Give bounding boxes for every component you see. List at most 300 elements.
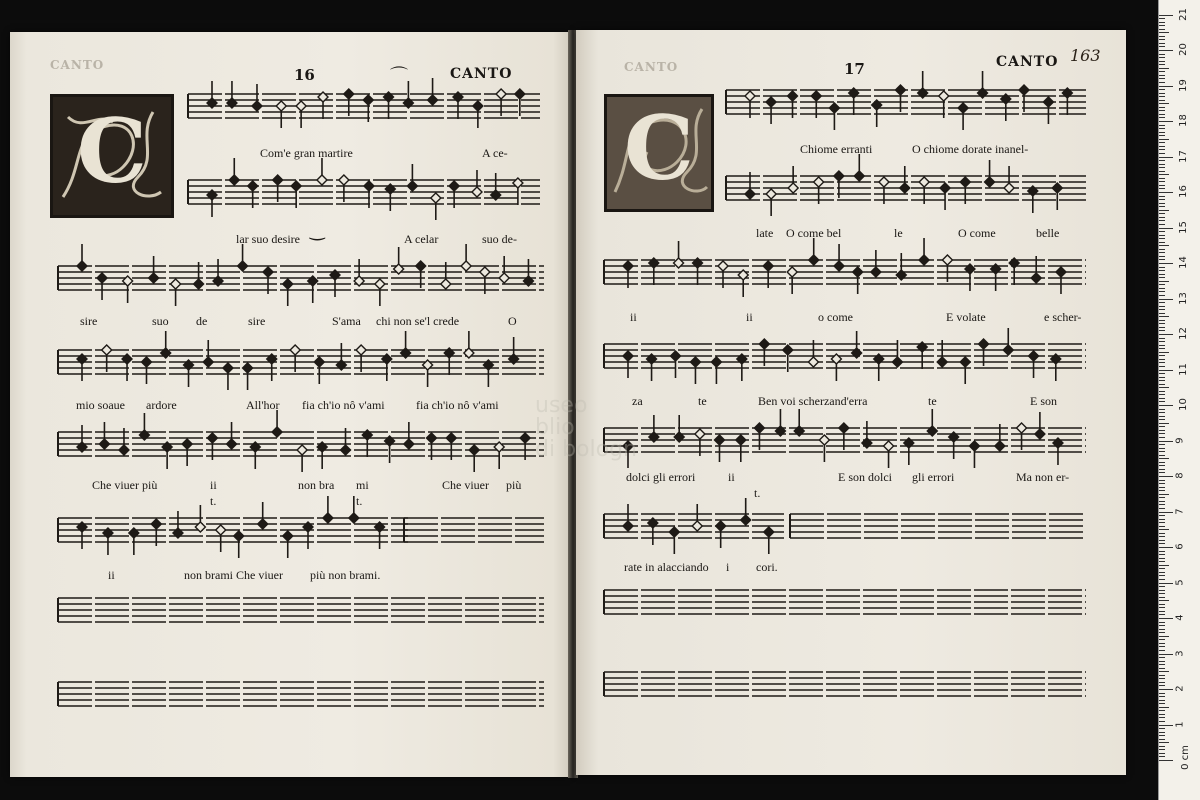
- lyric: chi non se'l crede: [376, 314, 460, 328]
- lyric: ii: [210, 478, 217, 492]
- ruler-tick: [1159, 536, 1165, 537]
- ruler-tick: [1159, 366, 1165, 367]
- lyric: suo de-: [482, 232, 517, 246]
- ruler-tick: [1159, 639, 1165, 640]
- ruler-tick: [1159, 405, 1173, 406]
- ruler-tick: [1159, 320, 1165, 321]
- ruler-tick: [1159, 540, 1165, 541]
- ruler-tick: [1159, 359, 1165, 360]
- ruler-tick: [1159, 575, 1165, 576]
- ruler-tick: [1159, 281, 1169, 282]
- ruler-tick: [1159, 295, 1165, 296]
- ruler-tick: [1159, 604, 1165, 605]
- ruler-tick: [1159, 401, 1165, 402]
- ruler-tick: [1159, 306, 1165, 307]
- ruler-tick: [1159, 377, 1165, 378]
- ruler-tick: [1159, 128, 1165, 129]
- lyric: ii: [728, 470, 735, 484]
- lyric: E volate: [946, 310, 986, 324]
- ruler-tick: [1159, 682, 1165, 683]
- ruler-tick: [1159, 526, 1165, 527]
- lyric: ii: [746, 310, 753, 324]
- ruler-tick: [1159, 448, 1165, 449]
- ruler-tick: [1159, 519, 1165, 520]
- ruler-tick: [1159, 110, 1165, 111]
- ruler-tick: [1159, 302, 1165, 303]
- ruler-tick: [1159, 242, 1165, 243]
- ruler-tick: [1159, 362, 1165, 363]
- lyric: Ma non er-: [1016, 470, 1070, 484]
- ruler-number: 10: [1177, 398, 1189, 411]
- ruler-tick: [1159, 199, 1165, 200]
- left-page: [10, 32, 570, 777]
- ruler-tick: [1159, 235, 1165, 236]
- ruler-tick: [1159, 746, 1165, 747]
- lyric: Che viuer più: [92, 478, 158, 492]
- ruler-tick: [1159, 490, 1165, 491]
- ruler-tick: [1159, 760, 1173, 761]
- lyric: ii: [630, 310, 637, 324]
- ruler-tick: [1159, 96, 1165, 97]
- lyric: non brami Che viuer: [184, 568, 283, 582]
- ruler-number: 8: [1174, 472, 1186, 479]
- lyric: te: [698, 394, 707, 408]
- ruler-tick: [1159, 583, 1173, 584]
- ruler-tick: [1159, 330, 1165, 331]
- tie-icon: ‿: [310, 220, 325, 241]
- ruler-tick: [1159, 380, 1165, 381]
- lyric: mio soaue: [76, 398, 125, 412]
- ruler-tick: [1159, 426, 1165, 427]
- ruler-tick: [1159, 551, 1165, 552]
- ruler-number: 12: [1177, 327, 1189, 340]
- lyric: E son: [1030, 394, 1057, 408]
- ruler-number: 14: [1177, 256, 1189, 269]
- ruler-tick: [1159, 224, 1165, 225]
- tacet-mark: t.: [210, 494, 217, 508]
- lyric: All'hor: [246, 398, 280, 412]
- ruler-tick: [1159, 18, 1165, 19]
- lyric: non bra: [298, 478, 335, 492]
- ruler-tick: [1159, 93, 1165, 94]
- ruler-tick: [1159, 89, 1165, 90]
- ruler-tick: [1159, 50, 1173, 51]
- ruler-tick: [1159, 387, 1169, 388]
- ruler-tick: [1159, 299, 1173, 300]
- ruler-tick: [1159, 256, 1165, 257]
- ruler-tick: [1159, 174, 1169, 175]
- ruler-tick: [1159, 565, 1169, 566]
- lyric: i: [726, 560, 730, 574]
- ruler-number: 4: [1174, 614, 1186, 621]
- ruler-tick: [1159, 508, 1165, 509]
- lyric: ardore: [146, 398, 177, 412]
- ruler-tick: [1159, 412, 1165, 413]
- ruler-tick: [1159, 661, 1165, 662]
- ruler-number: 16: [1177, 185, 1189, 198]
- lyric: fia ch'io nô v'ami: [302, 398, 385, 412]
- ruler-tick: [1159, 288, 1165, 289]
- ruler-tick: [1159, 132, 1165, 133]
- ruler-tick: [1159, 309, 1165, 310]
- ruler-tick: [1159, 139, 1169, 140]
- ruler-tick: [1159, 469, 1165, 470]
- ruler-tick: [1159, 391, 1165, 392]
- lyric: e scher-: [1044, 310, 1082, 324]
- lyric: A celar: [404, 232, 439, 246]
- ruler-tick: [1159, 22, 1165, 23]
- ruler-tick: [1159, 142, 1165, 143]
- ruler-number: 9: [1174, 436, 1186, 444]
- handwritten-folio: 163: [1070, 46, 1101, 65]
- ruler-tick: [1159, 267, 1165, 268]
- ruler-tick: [1159, 370, 1173, 371]
- ruler-tick: [1159, 291, 1165, 292]
- ruler-tick: [1159, 185, 1165, 186]
- ruler-tick: [1159, 270, 1165, 271]
- ruler-tick: [1159, 68, 1169, 69]
- ruler-tick: [1159, 646, 1165, 647]
- ruler-tick: [1159, 259, 1165, 260]
- ruler-number: 18: [1177, 114, 1189, 127]
- ruler-tick: [1159, 284, 1165, 285]
- ruler-tick: [1159, 46, 1165, 47]
- right-folio: 17: [844, 60, 865, 78]
- ruler-tick: [1159, 753, 1165, 754]
- ruler-tick: [1159, 419, 1165, 420]
- ruler-number: 5: [1174, 578, 1186, 586]
- ruler-tick: [1159, 178, 1165, 179]
- ruler-tick: [1159, 472, 1165, 473]
- ruler-tick: [1159, 249, 1165, 250]
- ruler-tick: [1159, 86, 1173, 87]
- left-ghost-header: CANTO: [50, 58, 105, 72]
- ruler-tick: [1159, 561, 1165, 562]
- ruler-tick: [1159, 657, 1165, 658]
- lyric: lar suo desire: [236, 232, 300, 246]
- ruler-tick: [1159, 480, 1165, 481]
- ruler-tick: [1159, 82, 1165, 83]
- lyric: belle: [1036, 226, 1060, 240]
- ruler-tick: [1159, 43, 1165, 44]
- ruler-tick: [1159, 341, 1165, 342]
- ruler-tick: [1159, 352, 1169, 353]
- ruler-tick: [1159, 36, 1165, 37]
- ruler-tick: [1159, 433, 1165, 434]
- ruler-tick: [1159, 756, 1165, 757]
- ruler-tick: [1159, 228, 1173, 229]
- lyric: Ben voi scherzand'erra: [758, 394, 868, 408]
- ruler-tick: [1159, 107, 1165, 108]
- lyric: più: [506, 478, 522, 492]
- ruler-tick: [1159, 693, 1165, 694]
- ruler-number: 19: [1177, 78, 1189, 92]
- lyric: Che viuer: [442, 478, 489, 492]
- tacet-mark: t.: [356, 494, 363, 508]
- ruler-tick: [1159, 245, 1169, 246]
- ruler-number: 15: [1177, 220, 1189, 234]
- ruler-tick: [1159, 29, 1165, 30]
- ruler-tick: [1159, 675, 1165, 676]
- ruler-tick: [1159, 568, 1165, 569]
- ruler-tick: [1159, 217, 1165, 218]
- ruler-tick: [1159, 157, 1173, 158]
- ruler-tick: [1159, 334, 1173, 335]
- lyric: gli errori: [912, 470, 955, 484]
- ruler-tick: [1159, 714, 1165, 715]
- ruler-tick: [1159, 590, 1165, 591]
- measurement-ruler: [1158, 0, 1200, 800]
- watermark: useo blio di bologn: [535, 393, 637, 462]
- ruler-tick: [1159, 558, 1165, 559]
- ruler-tick: [1159, 611, 1165, 612]
- ruler-tick: [1159, 103, 1169, 104]
- ruler-tick: [1159, 455, 1165, 456]
- ruler-tick: [1159, 625, 1165, 626]
- ruler-tick: [1159, 717, 1165, 718]
- lyric: S'ama: [332, 314, 361, 328]
- lyric: O come: [958, 226, 996, 240]
- ruler-tick: [1159, 689, 1173, 690]
- ruler-tick: [1159, 213, 1165, 214]
- ruler-tick: [1159, 75, 1165, 76]
- right-page: [576, 30, 1126, 775]
- ruler-tick: [1159, 543, 1165, 544]
- ruler-tick: [1159, 345, 1165, 346]
- ruler-tick: [1159, 277, 1165, 278]
- ruler-tick: [1159, 441, 1173, 442]
- lyric: sire: [80, 314, 98, 328]
- lyric: suo: [152, 314, 169, 328]
- ruler-tick: [1159, 57, 1165, 58]
- ruler-tick: [1159, 547, 1173, 548]
- lyric: sire: [248, 314, 266, 328]
- ruler-number: 3: [1174, 649, 1186, 657]
- ruler-number: 7: [1174, 507, 1186, 515]
- lyric: O chiome dorate inanel-: [912, 142, 1029, 156]
- ruler-tick: [1159, 593, 1165, 594]
- lyric: te: [928, 394, 937, 408]
- ruler-tick: [1159, 32, 1169, 33]
- ruler-tick: [1159, 671, 1169, 672]
- ruler-tick: [1159, 323, 1165, 324]
- ruler-tick: [1159, 398, 1165, 399]
- ruler-tick: [1159, 497, 1165, 498]
- ruler-tick: [1159, 504, 1165, 505]
- ruler-tick: [1159, 100, 1165, 101]
- ruler-tick: [1159, 338, 1165, 339]
- left-header: CANTO: [450, 66, 513, 82]
- ruler-number: 11: [1177, 362, 1189, 376]
- ruler-tick: [1159, 710, 1165, 711]
- ruler-tick: [1159, 735, 1165, 736]
- ruler-tick: [1159, 732, 1165, 733]
- ruler-tick: [1159, 416, 1165, 417]
- ruler-tick: [1159, 597, 1165, 598]
- ruler-tick: [1159, 572, 1165, 573]
- ruler-tick: [1159, 54, 1165, 55]
- ruler-tick: [1159, 25, 1165, 26]
- lyric: o come: [818, 310, 853, 324]
- ruler-tick: [1159, 522, 1165, 523]
- ruler-tick: [1159, 618, 1173, 619]
- ruler-tick: [1159, 160, 1165, 161]
- ruler-tick: [1159, 423, 1169, 424]
- ruler-tick: [1159, 210, 1169, 211]
- lyric: cori.: [756, 560, 778, 574]
- ruler-tick: [1159, 164, 1165, 165]
- ruler-tick: [1159, 196, 1165, 197]
- ruler-tick: [1159, 409, 1165, 410]
- ruler-tick: [1159, 654, 1173, 655]
- ruler-tick: [1159, 192, 1173, 193]
- ruler-tick: [1159, 607, 1165, 608]
- ruler-tick: [1159, 355, 1165, 356]
- ruler-tick: [1159, 501, 1165, 502]
- ruler-tick: [1159, 394, 1165, 395]
- ruler-tick: [1159, 629, 1165, 630]
- lyric: fia ch'io nô v'ami: [416, 398, 499, 412]
- lyric: O come bel: [786, 226, 842, 240]
- ruler-tick: [1159, 252, 1165, 253]
- ruler-tick: [1159, 700, 1165, 701]
- ruler-tick: [1159, 327, 1165, 328]
- ruler-tick: [1159, 739, 1165, 740]
- ruler-tick: [1159, 554, 1165, 555]
- ruler-tick: [1159, 487, 1165, 488]
- ruler-tick: [1159, 586, 1165, 587]
- ruler-tick: [1159, 721, 1165, 722]
- ruler-tick: [1159, 171, 1165, 172]
- ruler-tick: [1159, 451, 1165, 452]
- ruler-tick: [1159, 462, 1165, 463]
- ruler-tick: [1159, 316, 1169, 317]
- ruler-number: 2: [1174, 685, 1186, 692]
- ruler-tick: [1159, 529, 1169, 530]
- lyric: Com'e gran martire: [260, 146, 353, 160]
- ruler-tick: [1159, 476, 1173, 477]
- lyric: A ce-: [482, 146, 508, 160]
- ruler-tick: [1159, 444, 1165, 445]
- lyric: rate in alacciando: [624, 560, 709, 574]
- right-ghost-header: CANTO: [624, 60, 679, 74]
- ruler-tick: [1159, 313, 1165, 314]
- ruler-tick: [1159, 71, 1165, 72]
- ruler-tick: [1159, 465, 1165, 466]
- ruler-tick: [1159, 515, 1165, 516]
- lyric: più non brami.: [310, 568, 381, 582]
- lyric: E son dolci: [838, 470, 892, 484]
- ruler-tick: [1159, 64, 1165, 65]
- initial-letter: C: [623, 95, 695, 200]
- ruler-tick: [1159, 636, 1169, 637]
- ruler-tick: [1159, 203, 1165, 204]
- ruler-tick: [1159, 373, 1165, 374]
- ruler-tick: [1159, 121, 1173, 122]
- ruler-number: 1: [1174, 720, 1186, 728]
- ruler-tick: [1159, 61, 1165, 62]
- ruler-tick: [1159, 188, 1165, 189]
- lyric: O: [508, 314, 517, 328]
- fermata-icon: ⌒: [390, 66, 408, 87]
- lyric: late: [756, 226, 774, 240]
- ruler-tick: [1159, 146, 1165, 147]
- ruler-tick: [1159, 632, 1165, 633]
- ruler-tick: [1159, 749, 1165, 750]
- ruler-tick: [1159, 678, 1165, 679]
- ruler-tick: [1159, 274, 1165, 275]
- ruler-tick: [1159, 167, 1165, 168]
- ruler-tick: [1159, 600, 1169, 601]
- ruler-tick: [1159, 263, 1173, 264]
- ruler-tick: [1159, 650, 1165, 651]
- ruler-tick: [1159, 696, 1165, 697]
- lyric: mi: [356, 478, 369, 492]
- ruler-number: 6: [1174, 543, 1186, 550]
- tacet-mark: t.: [754, 486, 761, 500]
- ruler-tick: [1159, 725, 1173, 726]
- ruler-tick: [1159, 114, 1165, 115]
- ruler-tick: [1159, 685, 1165, 686]
- ruler-tick: [1159, 135, 1165, 136]
- lyric: de: [196, 314, 208, 328]
- ruler-tick: [1159, 149, 1165, 150]
- ruler-tick: [1159, 206, 1165, 207]
- lyric: le: [894, 226, 903, 240]
- ruler-tick: [1159, 622, 1165, 623]
- ruler-tick: [1159, 430, 1165, 431]
- ruler-tick: [1159, 664, 1165, 665]
- ruler-number: 20: [1177, 43, 1189, 56]
- ruler-tick: [1159, 348, 1165, 349]
- right-header: CANTO: [996, 54, 1059, 70]
- lyric: dolci gli errori: [626, 470, 696, 484]
- lyric: za: [632, 394, 643, 408]
- ruler-tick: [1159, 579, 1165, 580]
- ruler-tick: [1159, 614, 1165, 615]
- ruler-tick: [1159, 437, 1165, 438]
- ruler-tick: [1159, 703, 1165, 704]
- ruler-tick: [1159, 512, 1173, 513]
- ruler-tick: [1159, 384, 1165, 385]
- ruler-tick: [1159, 668, 1165, 669]
- ruler-tick: [1159, 181, 1165, 182]
- ruler-unit-label: 0 cm: [1179, 745, 1191, 770]
- initial-letter: C: [76, 98, 148, 203]
- lyric: ii: [108, 568, 115, 582]
- ruler-tick: [1159, 458, 1169, 459]
- ruler-tick: [1159, 15, 1173, 16]
- ruler-tick: [1159, 533, 1165, 534]
- ruler-number: 17: [1177, 149, 1189, 163]
- ruler-tick: [1159, 494, 1169, 495]
- ruler-tick: [1159, 742, 1169, 743]
- ruler-tick: [1159, 707, 1169, 708]
- ruler-number: 13: [1177, 291, 1189, 305]
- ruler-tick: [1159, 483, 1165, 484]
- ruler-number: 21: [1177, 7, 1189, 21]
- ruler-tick: [1159, 78, 1165, 79]
- ruler-tick: [1159, 728, 1165, 729]
- ruler-tick: [1159, 125, 1165, 126]
- ruler-tick: [1159, 220, 1165, 221]
- ruler-tick: [1159, 117, 1165, 118]
- ruler-tick: [1159, 643, 1165, 644]
- ruler-tick: [1159, 231, 1165, 232]
- ruler-tick: [1159, 238, 1165, 239]
- left-folio: 16: [294, 66, 315, 84]
- ruler-tick: [1159, 39, 1165, 40]
